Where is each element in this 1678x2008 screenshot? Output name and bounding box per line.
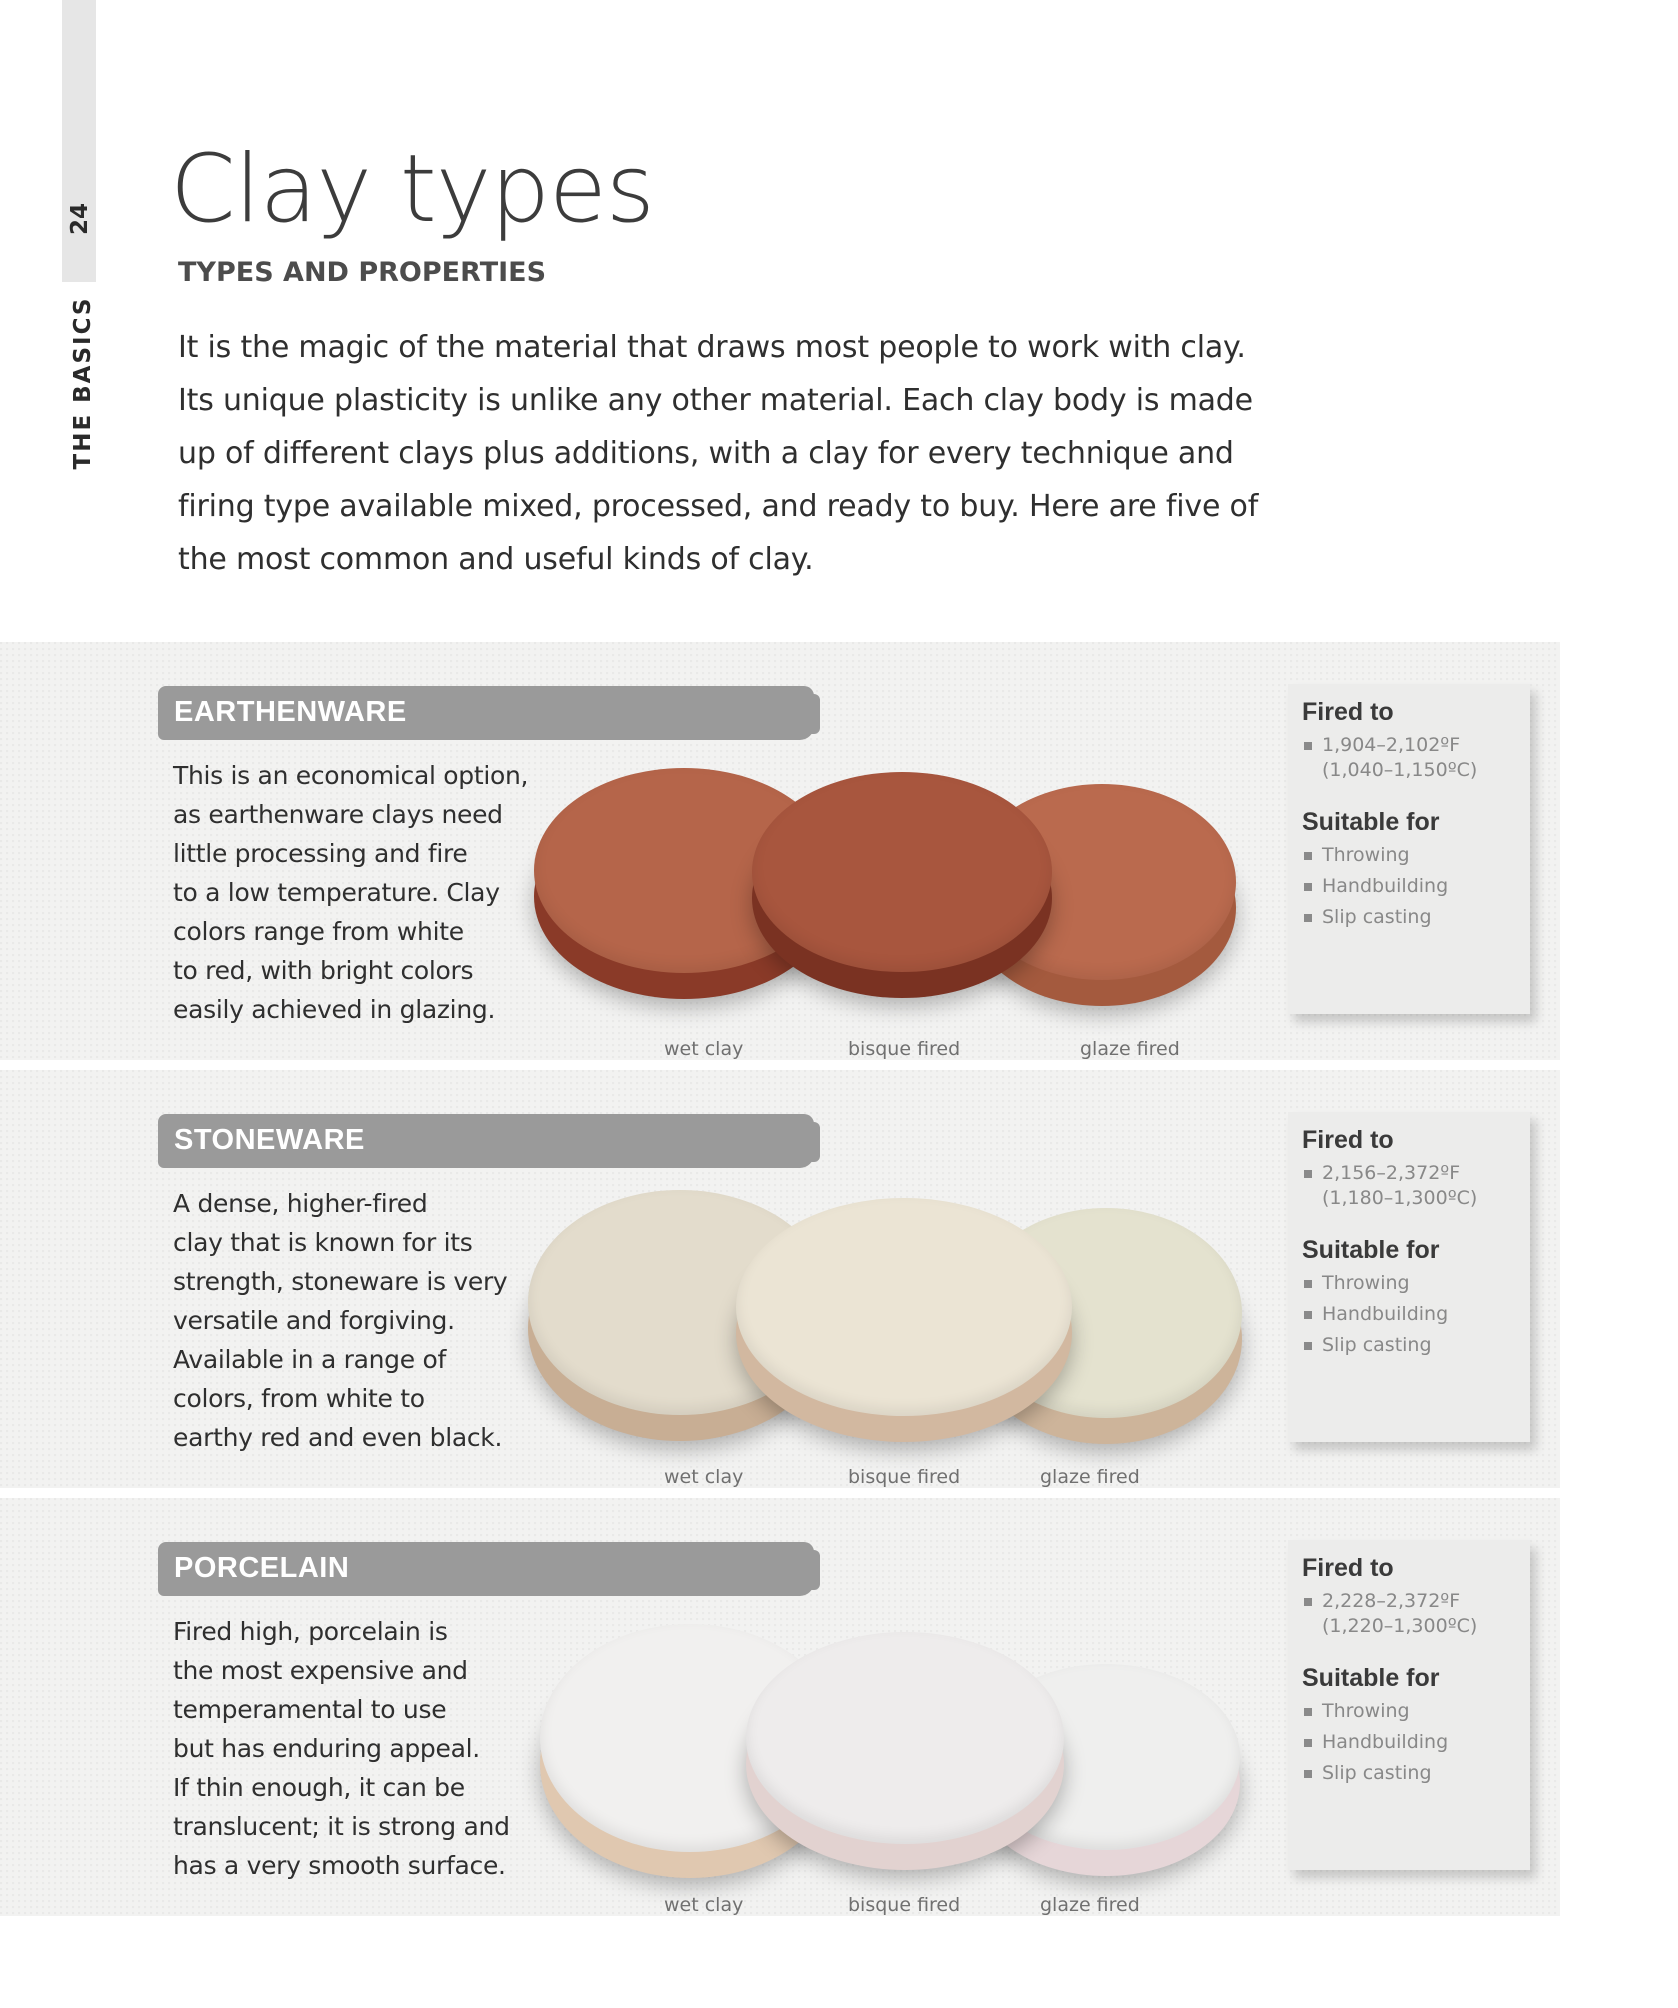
bisque-fired-label: bisque fired (848, 1038, 961, 1060)
fired-to-c: (1,040–1,150ºC) (1322, 759, 1478, 781)
suitable-item: Slip casting (1322, 906, 1432, 928)
description-line: translucent; it is strong and (173, 1812, 510, 1841)
bisque-fired-label: bisque fired (848, 1894, 961, 1916)
bisque-fired-disc (752, 772, 1052, 972)
intro-line: It is the magic of the material that draws most people to work with clay. (178, 330, 1246, 365)
description-line: versatile and forgiving. (173, 1306, 455, 1335)
fired-to-f: 2,228–2,372ºF (1322, 1590, 1461, 1612)
clay-type-label: EARTHENWARE (174, 696, 407, 728)
fired-to-f: 2,156–2,372ºF (1322, 1162, 1461, 1184)
clay-type-label: STONEWARE (174, 1124, 365, 1156)
description-line: Fired high, porcelain is (173, 1617, 448, 1646)
description-line: easily achieved in glazing. (173, 995, 496, 1024)
description-line: to a low temperature. Clay (173, 878, 500, 907)
clay-samples (520, 1604, 1280, 1916)
intro-paragraph (178, 321, 1328, 586)
clay-section-porcelain (0, 1498, 1560, 1916)
info-box (1288, 684, 1530, 1014)
intro-line: up of different clays plus additions, with a clay for every technique and (178, 436, 1234, 471)
bullet-icon (1304, 852, 1312, 860)
suitable-item: Throwing (1322, 1272, 1410, 1294)
glaze-fired-label: glaze fired (1040, 1894, 1140, 1916)
description-line: but has enduring appeal. (173, 1734, 480, 1763)
clay-description (173, 1184, 533, 1457)
intro-line: firing type available mixed, processed, and ready to buy. Here are five of (178, 489, 1259, 524)
description-line: colors range from white (173, 917, 464, 946)
bullet-icon (1304, 883, 1312, 891)
suitable-item: Handbuilding (1322, 1303, 1449, 1325)
bullet-icon (1304, 1280, 1312, 1288)
bisque-fired-disc (746, 1632, 1064, 1844)
wet-clay-label: wet clay (664, 1466, 744, 1488)
clay-description (173, 1612, 533, 1885)
description-line: little processing and fire (173, 839, 468, 868)
description-line: the most expensive and (173, 1656, 468, 1685)
fired-to-c: (1,180–1,300ºC) (1322, 1187, 1478, 1209)
fired-to-heading: Fired to (1302, 1554, 1394, 1582)
bullet-icon (1304, 1598, 1312, 1606)
suitable-item: Slip casting (1322, 1334, 1432, 1356)
description-line: Available in a range of (173, 1345, 446, 1374)
section-header-bar (158, 686, 814, 740)
bullet-icon (1304, 914, 1312, 922)
bisque-fired-disc (736, 1198, 1072, 1416)
clay-section-earthenware (0, 642, 1560, 1060)
glaze-fired-label: glaze fired (1040, 1466, 1140, 1488)
clay-samples (520, 748, 1280, 1060)
description-line: earthy red and even black. (173, 1423, 503, 1452)
bullet-icon (1304, 1311, 1312, 1319)
fired-to-heading: Fired to (1302, 698, 1394, 726)
clay-samples (520, 1176, 1280, 1488)
section-header-bar (158, 1542, 814, 1596)
suitable-item: Throwing (1322, 844, 1410, 866)
description-line: temperamental to use (173, 1695, 447, 1724)
intro-line: Its unique plasticity is unlike any other material. Each clay body is made (178, 383, 1253, 418)
description-line: colors, from white to (173, 1384, 425, 1413)
wet-clay-label: wet clay (664, 1894, 744, 1916)
bisque-fired-label: bisque fired (848, 1466, 961, 1488)
suitable-item: Handbuilding (1322, 1731, 1449, 1753)
suitable-item: Slip casting (1322, 1762, 1432, 1784)
description-line: A dense, higher-fired (173, 1189, 428, 1218)
section-name: THE BASICS (70, 296, 96, 470)
clay-type-label: PORCELAIN (174, 1552, 350, 1584)
suitable-for-heading: Suitable for (1302, 1236, 1440, 1264)
bullet-icon (1304, 1342, 1312, 1350)
page-title: Clay types (170, 135, 654, 244)
description-line: clay that is known for its (173, 1228, 473, 1257)
description-line: as earthenware clays need (173, 800, 503, 829)
bullet-icon (1304, 742, 1312, 750)
description-line: to red, with bright colors (173, 956, 474, 985)
bullet-icon (1304, 1739, 1312, 1747)
clay-description (173, 756, 533, 1029)
bullet-icon (1304, 1708, 1312, 1716)
clay-section-stoneware (0, 1070, 1560, 1488)
suitable-for-heading: Suitable for (1302, 1664, 1440, 1692)
page-subtitle: TYPES AND PROPERTIES (178, 257, 547, 288)
fired-to-c: (1,220–1,300ºC) (1322, 1615, 1478, 1637)
glaze-fired-label: glaze fired (1080, 1038, 1180, 1060)
wet-clay-label: wet clay (664, 1038, 744, 1060)
suitable-item: Throwing (1322, 1700, 1410, 1722)
bullet-icon (1304, 1770, 1312, 1778)
suitable-for-heading: Suitable for (1302, 808, 1440, 836)
fired-to-f: 1,904–2,102ºF (1322, 734, 1461, 756)
description-line: This is an economical option, (173, 761, 529, 790)
suitable-item: Handbuilding (1322, 875, 1449, 897)
section-header-bar (158, 1114, 814, 1168)
description-line: has a very smooth surface. (173, 1851, 506, 1880)
fired-to-heading: Fired to (1302, 1126, 1394, 1154)
info-box (1288, 1112, 1530, 1442)
bullet-icon (1304, 1170, 1312, 1178)
info-box (1288, 1540, 1530, 1870)
description-line: If thin enough, it can be (173, 1773, 465, 1802)
description-line: strength, stoneware is very (173, 1267, 508, 1296)
intro-line: the most common and useful kinds of clay. (178, 542, 814, 577)
page-number: 24 (67, 203, 93, 236)
